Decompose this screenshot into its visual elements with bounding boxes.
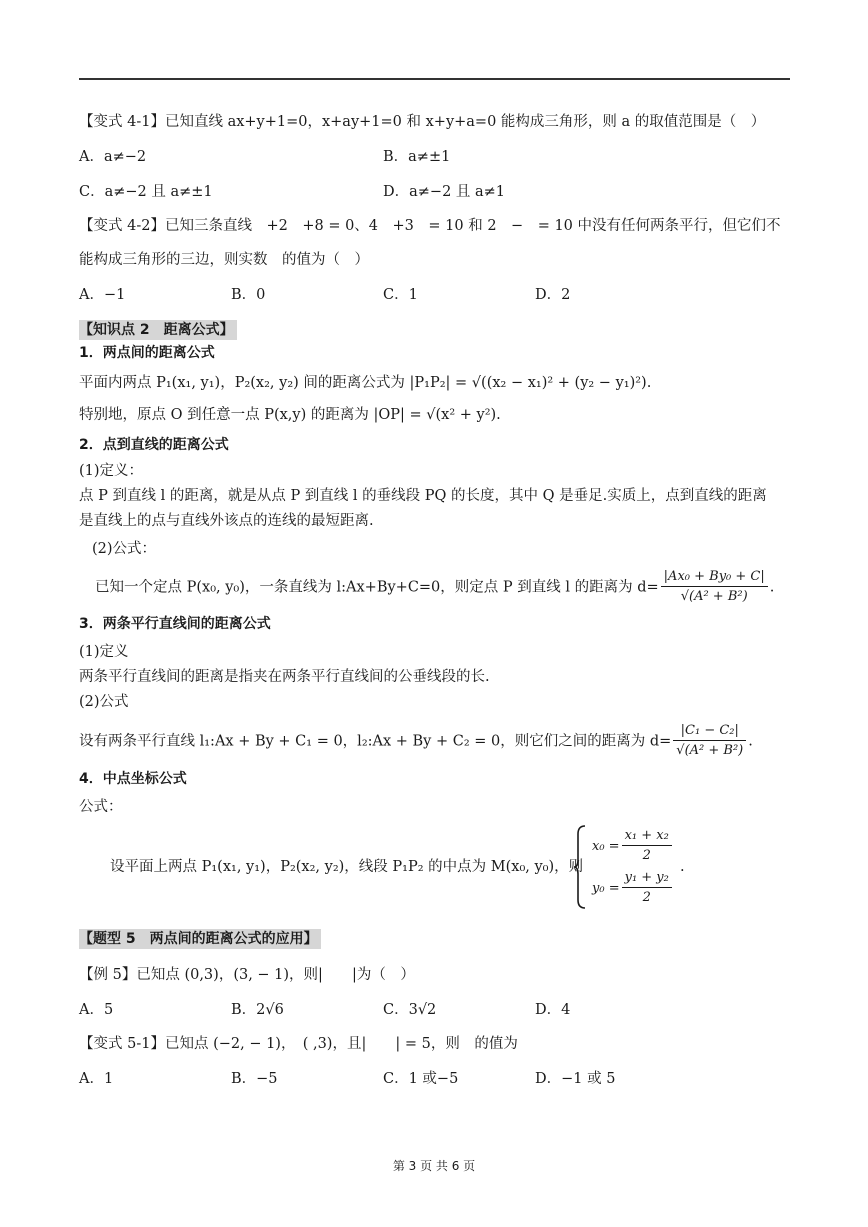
section-tag-knowledge-point-2: 【知识点 2 距离公式】 — [79, 320, 237, 340]
definition-label: (1)定义 — [79, 644, 129, 660]
option-b: B．2√6 — [231, 1002, 284, 1018]
definition-text-line1: 点 P 到直线 l 的距离，就是从点 P 到直线 l 的垂线段 PQ 的长度，其中 Q 是垂足.实质上，点到直线的距离 — [79, 488, 767, 504]
page-footer: 第 3 页 共 6 页 — [392, 1159, 476, 1173]
fraction-numerator: y₁ + y₂ — [622, 869, 672, 888]
section-tag-type-5: 【题型 5 两点间的距离公式的应用】 — [79, 929, 321, 949]
left-brace-icon — [573, 824, 587, 910]
fraction-numerator: |C₁ − C₂| — [673, 722, 746, 741]
option-d: D．a≠−2 且 a≠1 — [383, 184, 506, 200]
option-b: B．0 — [231, 287, 266, 303]
point-line-distance-formula — [95, 568, 774, 607]
fraction-denominator: √(A² + B²) — [680, 589, 748, 604]
formula-text: 设有两条平行直线 l₁:Ax + By + C₁ = 0，l₂:Ax + By + C₂ = 0，则它们之间的距离为 d= — [79, 733, 672, 750]
option-b: B．−5 — [231, 1071, 278, 1087]
two-point-distance-formula: 平面内两点 P₁(x₁, y₁)，P₂(x₂, y₂) 间的距离公式为 |P₁P₂| = √((x₂ − x₁)² + (y₂ − y₁)²). — [79, 375, 652, 391]
definition-label: (1)定义： — [79, 463, 144, 479]
formula-end: . — [769, 579, 775, 596]
example-5-stem: 【例 5】已知点 (0,3)，(3, − 1)，则| |为（ ） — [79, 967, 415, 983]
y0-fraction — [622, 869, 672, 908]
option-c: C．3√2 — [383, 1002, 437, 1018]
heading-two-point-distance: 1．两点间的距离公式 — [79, 345, 215, 361]
formula-label: 公式： — [79, 799, 123, 815]
variant-4-2-stem-line1: 【变式 4-2】已知三条直线 +2 +8 = 0、4 +3 = 10 和 2 − = 10 中没有任何两条平行，但它们不 — [79, 218, 781, 234]
parallel-definition-text: 两条平行直线间的距离是指夹在两条平行直线间的公垂线段的长. — [79, 669, 490, 685]
variant-4-1-stem: 【变式 4-1】已知直线 ax+y+1=0，x+ay+1=0 和 x+y+a=0 能构成三角形，则 a 的取值范围是（ ） — [79, 114, 766, 130]
header-rule — [79, 78, 790, 80]
heading-midpoint-formula: 4．中点坐标公式 — [79, 771, 187, 787]
option-c: C．1 — [383, 287, 418, 303]
fraction-denominator: √(A² + B²) — [676, 743, 744, 758]
midpoint-y-equation — [592, 869, 674, 908]
fraction-numerator: |Ax₀ + By₀ + C| — [661, 568, 768, 587]
y0-label: y₀ = — [592, 881, 620, 896]
fraction-denominator: 2 — [642, 848, 651, 863]
midpoint-x-equation — [592, 827, 674, 866]
formula-text: 已知一个定点 P(x₀, y₀)，一条直线为 l:Ax+By+C=0，则定点 P 到直线 l 的距离为 d= — [95, 579, 659, 596]
distance-fraction — [661, 568, 768, 607]
option-a: A．a≠−2 — [79, 149, 147, 165]
option-d: D．−1 或 5 — [535, 1071, 616, 1087]
option-a: A．1 — [79, 1071, 114, 1087]
option-d: D．4 — [535, 1002, 571, 1018]
midpoint-formula-text: 设平面上两点 P₁(x₁, y₁)，P₂(x₂, y₂)，线段 P₁P₂ 的中点为 M(x₀, y₀)，则 — [110, 859, 584, 875]
option-a: A．−1 — [79, 287, 126, 303]
formula-label: (2)公式： — [92, 541, 157, 557]
definition-text-line2: 是直线上的点与直线外该点的连线的最短距离. — [79, 513, 374, 529]
formula-end: . — [748, 733, 753, 750]
origin-distance-formula: 特别地，原点 O 到任意一点 P(x,y) 的距离为 |OP| = √(x² + y²). — [79, 407, 501, 423]
variant-5-1-stem: 【变式 5-1】已知点 (−2, − 1)， ( ,3)，且| | = 5，则 的值为 — [79, 1036, 518, 1052]
x0-fraction — [622, 827, 672, 866]
option-b: B．a≠±1 — [383, 149, 451, 165]
system-end: . — [680, 859, 685, 875]
heading-parallel-lines-distance: 3．两条平行直线间的距离公式 — [79, 616, 271, 632]
fraction-denominator: 2 — [642, 890, 651, 905]
option-c: C．1 或−5 — [383, 1071, 459, 1087]
heading-point-line-distance: 2．点到直线的距离公式 — [79, 437, 229, 453]
option-d: D．2 — [535, 287, 571, 303]
option-c: C．a≠−2 且 a≠±1 — [79, 184, 213, 200]
distance-fraction — [673, 722, 746, 761]
formula-label: (2)公式 — [79, 694, 129, 710]
parallel-lines-distance-formula — [79, 722, 753, 761]
option-a: A．5 — [79, 1002, 114, 1018]
variant-4-2-stem-line2: 能构成三角形的三边，则实数 的值为（ ） — [79, 252, 369, 268]
x0-label: x₀ = — [592, 839, 620, 854]
fraction-numerator: x₁ + x₂ — [622, 827, 672, 846]
